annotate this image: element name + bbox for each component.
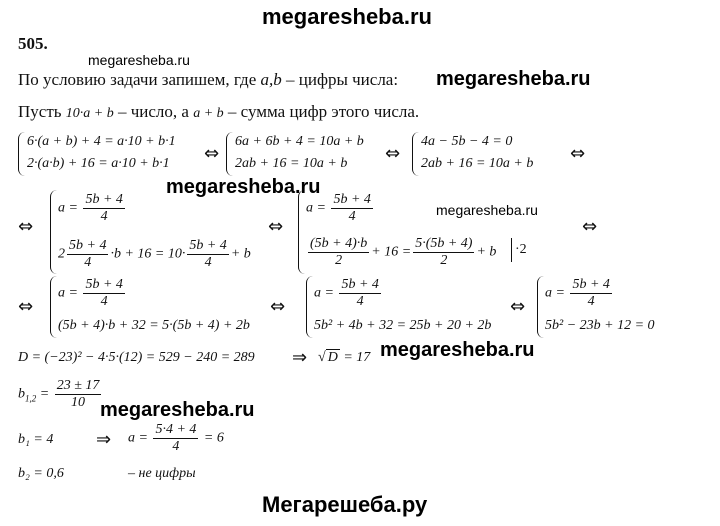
sys3-eq2: 2ab + 16 = 10a + b bbox=[421, 156, 534, 171]
sys5-eq1 bbox=[306, 192, 375, 225]
b12-label: b bbox=[18, 386, 25, 402]
a-calc-post: = 6 bbox=[203, 430, 224, 446]
frac-den: 2 bbox=[440, 253, 448, 268]
problem-number: 505. bbox=[18, 34, 48, 53]
sys4-eq2 bbox=[58, 238, 251, 271]
line2-expr: 10·a + b bbox=[65, 106, 114, 121]
discriminant: D = (−23)² − 4·5·(12) = 529 − 240 = 289 bbox=[18, 350, 255, 365]
frac-num: 5b + 4 bbox=[69, 238, 107, 253]
sys4-eq1 bbox=[58, 192, 127, 225]
sys4-frac2 bbox=[67, 238, 108, 271]
sys8-frac bbox=[570, 277, 611, 310]
a-calc-pre: a = bbox=[128, 430, 148, 446]
implies-2: ⇒ bbox=[96, 429, 112, 450]
roots-formula bbox=[18, 378, 103, 411]
mult-bar bbox=[511, 238, 513, 262]
b12-sub: 1,2 bbox=[25, 393, 37, 404]
sys8-a-eq: a = bbox=[545, 285, 565, 301]
watermark-bottom: Мегарешеба.ру bbox=[262, 492, 428, 517]
sys5-a-eq: a = bbox=[306, 200, 326, 216]
sys5-eq2 bbox=[306, 236, 496, 269]
sys3-eq1: 4a − 5b − 4 = 0 bbox=[421, 134, 513, 149]
sqrt-inner: D bbox=[327, 350, 338, 365]
equiv-8: ⇔ bbox=[270, 296, 286, 317]
b2-note: – не цифры bbox=[128, 466, 196, 481]
sys7-frac bbox=[339, 277, 380, 310]
sys5-frac3 bbox=[413, 236, 474, 269]
b1-value: b₁ = 4 bbox=[18, 432, 54, 447]
line2-expr2: a + b bbox=[193, 106, 224, 121]
frac-den: 4 bbox=[100, 209, 108, 224]
sys2-eq1: 6a + 6b + 4 = 10a + b bbox=[235, 134, 364, 149]
brace-sys6 bbox=[50, 276, 57, 338]
line1-vars: a,b bbox=[260, 70, 282, 89]
frac-num: (5b + 4)·b bbox=[310, 236, 368, 251]
sys1-eq1: 6·(a + b) + 4 = a·10 + b·1 bbox=[27, 134, 176, 149]
line1-text: По условию задачи запишем, где bbox=[18, 70, 257, 89]
brace-sys1 bbox=[18, 132, 25, 176]
equiv-5: ⇔ bbox=[268, 216, 284, 237]
watermark-top: megaresheba.ru bbox=[262, 4, 432, 29]
frac-den: 4 bbox=[348, 209, 356, 224]
equiv-6: ⇔ bbox=[582, 216, 598, 237]
equiv-7: ⇔ bbox=[18, 296, 34, 317]
sqrt-result: = 17 bbox=[343, 350, 371, 365]
sys8-eq2: 5b² − 23b + 12 = 0 bbox=[545, 318, 655, 333]
line2-c: – сумма цифр этого числа. bbox=[227, 102, 420, 121]
sys7-eq1 bbox=[314, 277, 383, 310]
frac-den: 10 bbox=[71, 395, 86, 410]
watermark-small-1: megaresheba.ru bbox=[88, 52, 190, 68]
frac-den: 4 bbox=[204, 255, 212, 270]
sys5-frac bbox=[331, 192, 372, 225]
sys4-mid: ·b + 16 = 10· bbox=[110, 246, 186, 262]
sys4-a-eq: a = bbox=[58, 200, 78, 216]
equiv-3: ⇔ bbox=[570, 143, 586, 164]
sys5-post: + b bbox=[476, 244, 497, 260]
sys5-mid: + 16 = bbox=[371, 244, 412, 260]
b12-eq: = bbox=[39, 386, 50, 402]
equiv-2: ⇔ bbox=[385, 143, 401, 164]
mult-2: ·2 bbox=[515, 242, 527, 257]
frac-den: 4 bbox=[356, 294, 364, 309]
b2-value: b₂ = 0,6 bbox=[18, 466, 64, 481]
frac-den: 2 bbox=[335, 253, 343, 268]
watermark-small-2: megaresheba.ru bbox=[436, 202, 538, 218]
watermark-mid: megaresheba.ru bbox=[166, 176, 321, 198]
brace-sys7 bbox=[306, 276, 313, 338]
a-value bbox=[128, 422, 224, 455]
frac-den: 4 bbox=[84, 255, 92, 270]
frac-num: 5b + 4 bbox=[85, 192, 123, 207]
sqrt-sign: √ bbox=[318, 350, 326, 365]
watermark-discr: megaresheba.ru bbox=[380, 339, 535, 361]
frac-num: 23 ± 17 bbox=[56, 378, 100, 393]
line2-b: – число, а bbox=[117, 102, 189, 121]
sys5-frac2 bbox=[308, 236, 369, 269]
brace-sys3 bbox=[412, 132, 419, 176]
watermark-line1: megaresheba.ru bbox=[436, 68, 591, 90]
sys1-eq2: 2·(a·b) + 16 = a·10 + b·1 bbox=[27, 156, 170, 171]
brace-sys4 bbox=[50, 190, 57, 274]
a-calc-frac bbox=[153, 422, 198, 455]
brace-sys5 bbox=[298, 190, 305, 274]
frac-den: 4 bbox=[587, 294, 595, 309]
frac-num: 5·(5b + 4) bbox=[415, 236, 473, 251]
frac-num: 5b + 4 bbox=[333, 192, 371, 207]
sys2-eq2: 2ab + 16 = 10a + b bbox=[235, 156, 348, 171]
watermark-lower: megaresheba.ru bbox=[100, 399, 255, 421]
text-line-2 bbox=[18, 102, 419, 122]
sys7-eq2: 5b² + 4b + 32 = 25b + 20 + 2b bbox=[314, 318, 492, 333]
sys4-frac3 bbox=[187, 238, 228, 271]
sys6-a-eq: a = bbox=[58, 285, 78, 301]
frac-den: 4 bbox=[100, 294, 108, 309]
brace-sys8 bbox=[537, 276, 544, 338]
sys4-frac bbox=[83, 192, 124, 225]
line2-a: Пусть bbox=[18, 102, 62, 121]
sys4-pre: 2 bbox=[58, 246, 65, 262]
sys6-frac bbox=[83, 277, 124, 310]
line1-tail: – цифры числа: bbox=[286, 70, 399, 89]
sys8-eq1 bbox=[545, 277, 614, 310]
sys6-eq1 bbox=[58, 277, 127, 310]
sys4-post: + b bbox=[230, 246, 251, 262]
text-line-1 bbox=[18, 70, 398, 90]
frac-num: 5·4 + 4 bbox=[155, 422, 197, 437]
equiv-1: ⇔ bbox=[204, 143, 220, 164]
frac-den: 4 bbox=[172, 439, 180, 454]
brace-sys2 bbox=[226, 132, 233, 176]
frac-num: 5b + 4 bbox=[341, 277, 379, 292]
equiv-9: ⇔ bbox=[510, 296, 526, 317]
sqrt-d bbox=[318, 350, 370, 366]
frac-num: 5b + 4 bbox=[85, 277, 123, 292]
frac-num: 5b + 4 bbox=[572, 277, 610, 292]
frac-num: 5b + 4 bbox=[189, 238, 227, 253]
sys7-a-eq: a = bbox=[314, 285, 334, 301]
sys6-eq2: (5b + 4)·b + 32 = 5·(5b + 4) + 2b bbox=[58, 318, 250, 333]
b12-frac bbox=[55, 378, 102, 411]
implies-1: ⇒ bbox=[292, 347, 308, 368]
equiv-4: ⇔ bbox=[18, 216, 34, 237]
